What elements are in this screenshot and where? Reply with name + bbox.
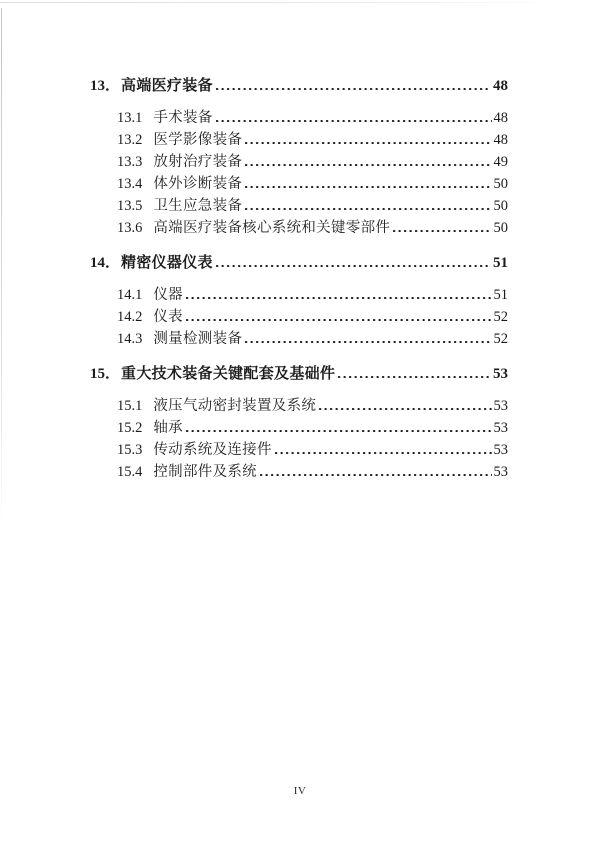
toc-entry-number: 14.3 xyxy=(117,331,143,347)
toc-entry-number: 13.1 xyxy=(117,110,143,126)
toc-section-number: 15． xyxy=(90,366,121,382)
toc-entry-page: 48 xyxy=(493,110,508,126)
scan-edge-left-line xyxy=(1,8,2,533)
toc-entry-number: 14.2 xyxy=(117,309,143,325)
toc-section-page: 48 xyxy=(493,78,508,94)
toc-entry xyxy=(90,151,508,173)
dot-leader xyxy=(186,319,492,322)
dot-leader xyxy=(245,186,491,189)
toc-entry-title: 高端医疗装备核心系统和关键零部件 xyxy=(153,220,391,236)
toc-entry xyxy=(90,461,508,483)
dot-leader xyxy=(216,265,491,268)
toc-section-heading xyxy=(90,75,508,97)
toc-section-heading xyxy=(90,363,508,385)
toc-entry-title: 液压气动密封装置及系统 xyxy=(153,398,317,414)
page-footer xyxy=(0,785,600,797)
dot-leader xyxy=(260,474,492,477)
toc-entry xyxy=(90,439,508,461)
toc-entry-title: 控制部件及系统 xyxy=(153,464,257,480)
toc-entry xyxy=(90,395,508,417)
toc-entry-title: 体外诊断装备 xyxy=(153,176,243,192)
dot-leader xyxy=(245,164,491,167)
toc-entry-title: 医学影像装备 xyxy=(153,132,243,148)
toc-section-title: 精密仪器仪表 xyxy=(121,255,213,271)
toc-entry xyxy=(90,328,508,350)
toc-entry-page: 53 xyxy=(493,420,508,436)
toc-section-heading xyxy=(90,252,508,274)
toc-section-page: 51 xyxy=(493,255,508,271)
toc-entry-page: 51 xyxy=(493,287,508,303)
toc-entry-number: 14.1 xyxy=(117,287,143,303)
dot-leader xyxy=(216,120,492,123)
dot-leader xyxy=(245,142,491,145)
toc-entry-number: 13.4 xyxy=(117,176,143,192)
dot-leader xyxy=(186,430,492,433)
toc-entry xyxy=(90,173,508,195)
dot-leader xyxy=(186,297,492,300)
toc-section-number: 14． xyxy=(90,255,121,271)
toc-entry xyxy=(90,284,508,306)
toc-entry xyxy=(90,195,508,217)
toc-entry-title: 轴承 xyxy=(153,420,183,436)
toc-entry-page: 53 xyxy=(493,398,508,414)
toc-entry-page: 52 xyxy=(493,331,508,347)
toc-entry xyxy=(90,306,508,328)
toc-entry-title: 测量检测装备 xyxy=(153,331,243,347)
toc-entry-number: 15.4 xyxy=(117,464,143,480)
toc-entry-page: 53 xyxy=(493,464,508,480)
toc-entry-number: 15.3 xyxy=(117,442,143,458)
toc-entry-page: 52 xyxy=(493,309,508,325)
toc-entry-title: 仪器 xyxy=(153,287,183,303)
toc-entry-title: 仪表 xyxy=(153,309,183,325)
toc-entry-number: 13.5 xyxy=(117,198,143,214)
dot-leader xyxy=(319,408,491,411)
toc-entry-page: 50 xyxy=(493,220,508,236)
toc-entry-page: 50 xyxy=(493,198,508,214)
footer-page-number: IV xyxy=(293,785,307,797)
toc-entry xyxy=(90,107,508,129)
toc-entry-number: 13.6 xyxy=(117,220,143,236)
toc-entry-page: 48 xyxy=(493,132,508,148)
toc-entry-page: 50 xyxy=(493,176,508,192)
toc-entry-number: 13.2 xyxy=(117,132,143,148)
toc-entry xyxy=(90,417,508,439)
toc-section-title: 高端医疗装备 xyxy=(121,78,213,94)
toc-entry-title: 手术装备 xyxy=(153,110,213,126)
dot-leader xyxy=(245,208,491,211)
toc-entry xyxy=(90,217,508,239)
dot-leader xyxy=(216,88,491,91)
toc-entry-title: 传动系统及连接件 xyxy=(153,442,272,458)
toc-entry-number: 13.3 xyxy=(117,154,143,170)
toc-entry-page: 53 xyxy=(493,442,508,458)
table-of-contents xyxy=(90,75,508,483)
toc-entry-number: 15.1 xyxy=(117,398,143,414)
toc-entry-title: 放射治疗装备 xyxy=(153,154,243,170)
dot-leader xyxy=(245,341,491,344)
dot-leader xyxy=(338,376,491,379)
toc-section-page: 53 xyxy=(493,366,508,382)
toc-section-title: 重大技术装备关键配套及基础件 xyxy=(121,366,336,382)
toc-entry xyxy=(90,129,508,151)
toc-entry-number: 15.2 xyxy=(117,420,143,436)
toc-section-number: 13． xyxy=(90,78,121,94)
dot-leader xyxy=(275,452,492,455)
dot-leader xyxy=(393,230,491,233)
toc-entry-title: 卫生应急装备 xyxy=(153,198,243,214)
scan-edge-top-line xyxy=(0,2,600,3)
toc-entry-page: 49 xyxy=(493,154,508,170)
